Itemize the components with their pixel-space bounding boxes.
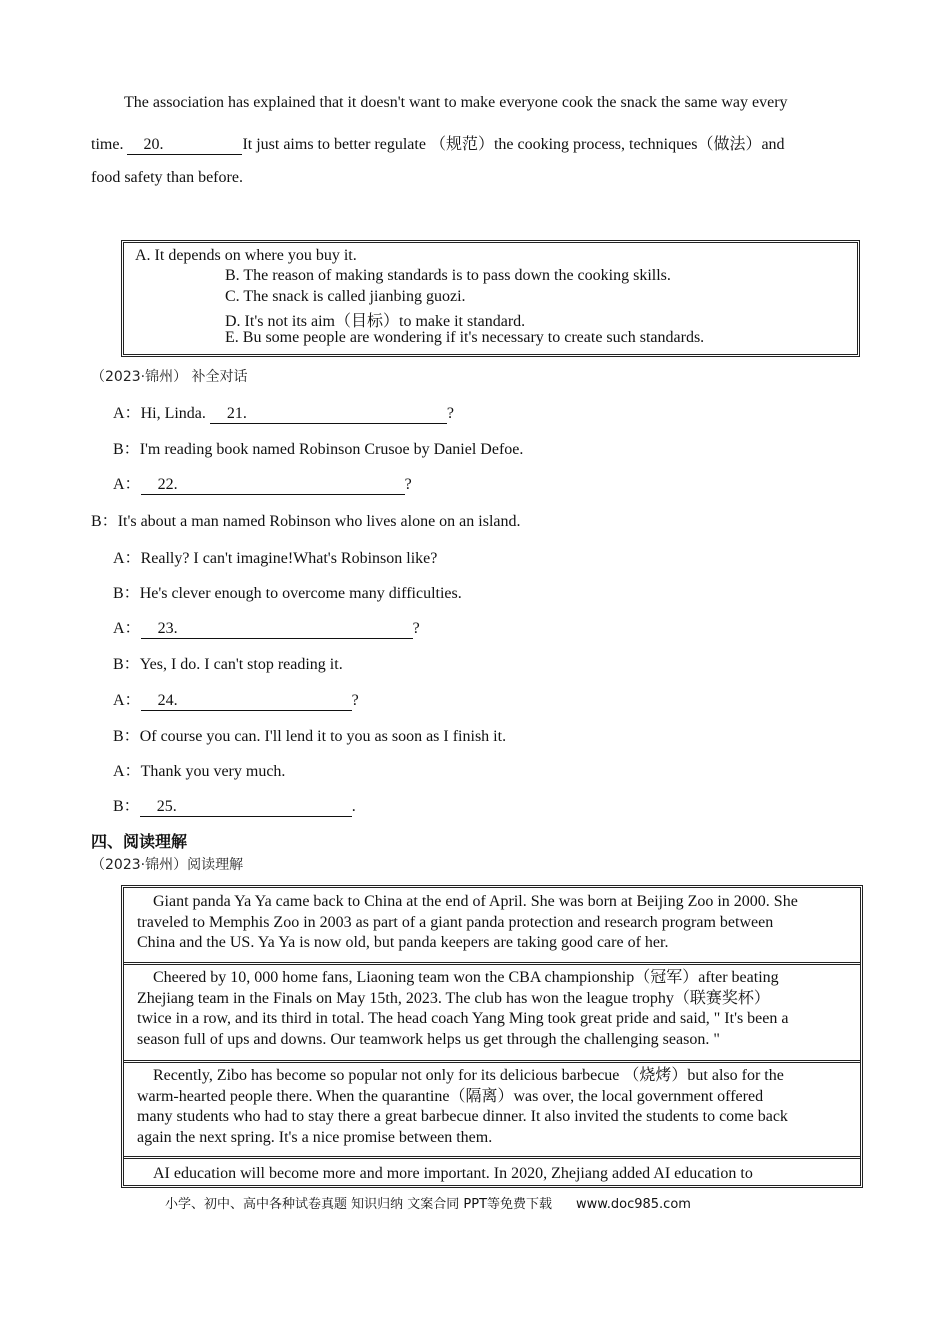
passage-line: Giant panda Ya Ya came back to China at the end of April. She was born at Beijing Zoo in 2000. She bbox=[153, 893, 798, 910]
dialogue-line-3 bbox=[113, 471, 412, 495]
dialogue-line-12 bbox=[113, 793, 356, 817]
speaker: B： bbox=[113, 728, 140, 745]
blank-number-20: 20. bbox=[143, 136, 164, 153]
option-e: E. Bu some people are wondering if it's necessary to create such standards. bbox=[225, 329, 705, 346]
passage-line: warm-hearted people there. When the quarantine（隔离）was over, the local government offered bbox=[137, 1087, 764, 1105]
blank-punctuation: ? bbox=[412, 620, 420, 637]
passage-line: again the next spring. It's a nice promise between them. bbox=[137, 1128, 493, 1146]
dialogue-text: Of course you can. I'll lend it to you as soon as I finish it. bbox=[139, 728, 507, 745]
section-title: 四、阅读理解 bbox=[91, 832, 188, 851]
blank-punctuation: . bbox=[351, 798, 356, 815]
page-footer bbox=[165, 1193, 691, 1212]
options-box bbox=[121, 240, 860, 357]
option-a: A. It depends on where you buy it. bbox=[135, 247, 357, 264]
passage-3 bbox=[126, 1066, 858, 1148]
intro-line-1: The association has explained that it doesn't want to make everyone cook the snack the same way every bbox=[124, 94, 788, 111]
speaker: B： bbox=[113, 585, 140, 602]
blank-punctuation: ? bbox=[404, 476, 412, 493]
passage-line: Cheered by 10, 000 home fans, Liaoning team won the CBA championship（冠军）after beating bbox=[153, 969, 779, 986]
speaker: B： bbox=[113, 441, 140, 458]
answer-blank-24[interactable] bbox=[141, 692, 352, 711]
passage-line: Zhejiang team in the Finals on May 15th, 2023. The club has won the league trophy（联赛奖杯） bbox=[137, 989, 770, 1007]
passage-2 bbox=[126, 968, 858, 1050]
passage-line: traveled to Memphis Zoo in 2003 as part of a giant panda protection and research program between bbox=[137, 913, 774, 931]
blank-number-23: 23. bbox=[157, 620, 178, 637]
intro-line-3: food safety than before. bbox=[91, 169, 243, 186]
passage-line: China and the US. Ya Ya is now old, but panda keepers are taking good care of her. bbox=[137, 934, 669, 951]
option-b: B. The reason of making standards is to pass down the cooking skills. bbox=[225, 267, 671, 284]
dialogue-line-2 bbox=[113, 436, 523, 459]
dialogue-line-4 bbox=[91, 508, 521, 531]
speaker: A： bbox=[113, 550, 141, 567]
option-d: D. It's not its aim（目标）to make it standard. bbox=[225, 313, 526, 330]
speaker: A： bbox=[113, 763, 141, 780]
answer-blank-21[interactable] bbox=[210, 405, 447, 424]
speaker: A： bbox=[113, 476, 141, 493]
speaker: B： bbox=[113, 798, 140, 815]
blank-number-21: 21. bbox=[226, 405, 247, 422]
dialogue-text: He's clever enough to overcome many difficulties. bbox=[139, 585, 462, 602]
speaker: B： bbox=[113, 656, 140, 673]
speaker: A： bbox=[113, 692, 141, 709]
passage-line: AI education will become more and more important. In 2020, Zhejiang added AI education to bbox=[153, 1165, 753, 1182]
passage-1 bbox=[126, 892, 858, 954]
blank-number-24: 24. bbox=[157, 692, 178, 709]
dialogue-text: I'm reading book named Robinson Crusoe by Daniel Defoe. bbox=[139, 441, 524, 458]
row-divider bbox=[124, 962, 860, 965]
dialogue-line-10 bbox=[113, 723, 506, 746]
intro-line-2-prefix: time. bbox=[91, 136, 128, 153]
passage-line: season full of ups and downs. Our teamwork helps us get through the challenging season. " bbox=[137, 1030, 720, 1048]
passage-line: many students who had to stay there a great barbecue dinner. It also invited the students to come back bbox=[137, 1108, 788, 1125]
dialogue-text: Thank you very much. bbox=[140, 763, 286, 780]
reading-passages-table bbox=[121, 885, 863, 1188]
blank-number-25: 25. bbox=[156, 798, 177, 815]
dialogue-text: It's about a man named Robinson who lives alone on an island. bbox=[117, 513, 521, 530]
passage-line: twice in a row, and its third in total. The head coach Yang Ming took great pride and said, " It's been a bbox=[137, 1010, 789, 1027]
answer-blank-22[interactable] bbox=[141, 476, 405, 495]
blank-punctuation: ? bbox=[446, 405, 454, 422]
option-c: C. The snack is called jianbing guozi. bbox=[225, 288, 466, 305]
dialogue-text: Yes, I do. I can't stop reading it. bbox=[139, 656, 343, 673]
speaker: B： bbox=[91, 513, 118, 530]
dialogue-line-7 bbox=[113, 615, 420, 639]
dialogue-text: Hi, Linda. bbox=[140, 405, 210, 422]
row-divider bbox=[124, 1156, 860, 1159]
footer-text: 小学、初中、高中各种试卷真题 知识归纳 文案合同 PPT等免费下载 bbox=[165, 1197, 553, 1212]
dialogue-text: Really? I can't imagine!What's Robinson like? bbox=[140, 550, 438, 567]
dialogue-source: （2023·锦州） 补全对话 bbox=[91, 369, 248, 385]
dialogue-line-5 bbox=[113, 545, 437, 568]
reading-source: （2023·锦州）阅读理解 bbox=[91, 857, 244, 873]
passage-4 bbox=[126, 1164, 858, 1185]
dialogue-line-6 bbox=[113, 580, 462, 603]
blank-punctuation: ? bbox=[351, 692, 359, 709]
speaker: A： bbox=[113, 405, 141, 422]
dialogue-line-11 bbox=[113, 758, 285, 781]
dialogue-line-1 bbox=[113, 400, 454, 424]
speaker: A： bbox=[113, 620, 141, 637]
answer-blank-23[interactable] bbox=[141, 620, 413, 639]
intro-line-2 bbox=[91, 131, 785, 155]
intro-line-2-suffix: It just aims to better regulate （规范）the cooking process, techniques（做法）and bbox=[242, 136, 785, 153]
blank-number-22: 22. bbox=[157, 476, 178, 493]
passage-line: Recently, Zibo has become so popular not only for its delicious barbecue （烧烤）but also for the bbox=[153, 1067, 784, 1084]
row-divider bbox=[124, 1060, 860, 1063]
dialogue-line-8 bbox=[113, 651, 343, 674]
footer-url[interactable]: www.doc985.com bbox=[576, 1197, 691, 1212]
answer-blank-25[interactable] bbox=[140, 798, 352, 817]
dialogue-line-9 bbox=[113, 687, 359, 711]
answer-blank-20[interactable] bbox=[127, 136, 242, 155]
